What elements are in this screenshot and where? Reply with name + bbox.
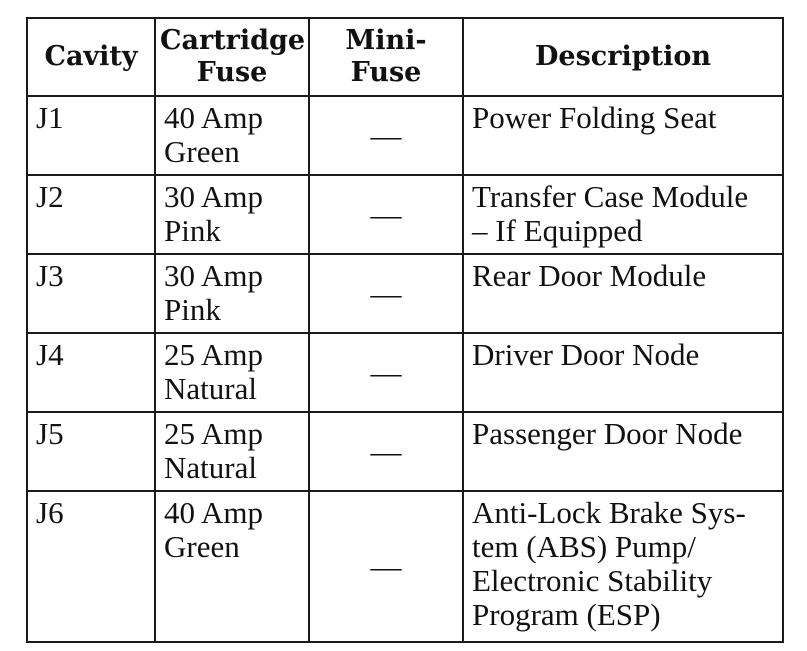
mini-fuse-cell: — xyxy=(309,333,463,412)
header-mini-line1: Mini- xyxy=(345,25,427,56)
header-description-label: Description xyxy=(535,41,711,72)
amp-value: 40 Amp xyxy=(164,495,264,530)
description-line: Power Folding Seat xyxy=(472,100,717,135)
amp-value: 30 Amp xyxy=(164,179,264,214)
description-line: Program (ESP) xyxy=(472,597,661,632)
cavity-cell: J3 xyxy=(27,254,155,333)
cartridge-cell xyxy=(155,333,309,412)
amp-value: 30 Amp xyxy=(164,258,264,293)
header-mini-line2: Fuse xyxy=(350,57,422,88)
table-row xyxy=(27,333,783,412)
cartridge-cell xyxy=(155,412,309,491)
amp-value: 40 Amp xyxy=(164,100,264,135)
header-cartridge-line1: Cartridge xyxy=(160,25,306,56)
header-mini-fuse xyxy=(309,18,463,96)
cartridge-cell xyxy=(155,254,309,333)
fuse-color: Pink xyxy=(164,213,221,248)
cavity-cell: J1 xyxy=(27,96,155,175)
fuse-color: Green xyxy=(164,134,240,169)
description-line: Transfer Case Module xyxy=(472,179,749,214)
fuse-table xyxy=(26,17,784,643)
cartridge-cell xyxy=(155,491,309,642)
fuse-color: Natural xyxy=(164,450,257,485)
cavity-cell: J6 xyxy=(27,491,155,642)
table-row xyxy=(27,254,783,333)
fuse-color: Natural xyxy=(164,371,257,406)
table-row xyxy=(27,175,783,254)
header-cartridge-line2: Fuse xyxy=(196,57,268,88)
cartridge-cell xyxy=(155,96,309,175)
description-line: tem (ABS) Pump/ xyxy=(472,529,696,564)
header-cavity xyxy=(27,18,155,96)
mini-fuse-cell: — xyxy=(309,412,463,491)
header-cavity-label: Cavity xyxy=(44,41,138,72)
description-cell xyxy=(463,254,783,333)
mini-fuse-cell: — xyxy=(309,175,463,254)
header-row xyxy=(27,18,783,96)
description-cell xyxy=(463,491,783,642)
description-cell xyxy=(463,175,783,254)
description-cell xyxy=(463,96,783,175)
description-cell xyxy=(463,333,783,412)
description-line: Anti-Lock Brake Sys- xyxy=(472,495,746,530)
table-row xyxy=(27,96,783,175)
header-description xyxy=(463,18,783,96)
fuse-color: Pink xyxy=(164,292,221,327)
amp-value: 25 Amp xyxy=(164,337,264,372)
description-line: Electronic Stability xyxy=(472,563,713,598)
description-line: – If Equipped xyxy=(472,213,643,248)
mini-fuse-cell: — xyxy=(309,491,463,642)
mini-fuse-cell: — xyxy=(309,96,463,175)
description-line: Rear Door Module xyxy=(472,258,707,293)
fuse-color: Green xyxy=(164,529,240,564)
mini-fuse-cell: — xyxy=(309,254,463,333)
cavity-cell: J5 xyxy=(27,412,155,491)
cartridge-cell xyxy=(155,175,309,254)
cavity-cell: J2 xyxy=(27,175,155,254)
description-line: Driver Door Node xyxy=(472,337,700,372)
table-row xyxy=(27,491,783,642)
cavity-cell: J4 xyxy=(27,333,155,412)
amp-value: 25 Amp xyxy=(164,416,264,451)
description-cell xyxy=(463,412,783,491)
table-row xyxy=(27,412,783,491)
header-cartridge-fuse xyxy=(155,18,309,96)
description-line: Passenger Door Node xyxy=(472,416,743,451)
